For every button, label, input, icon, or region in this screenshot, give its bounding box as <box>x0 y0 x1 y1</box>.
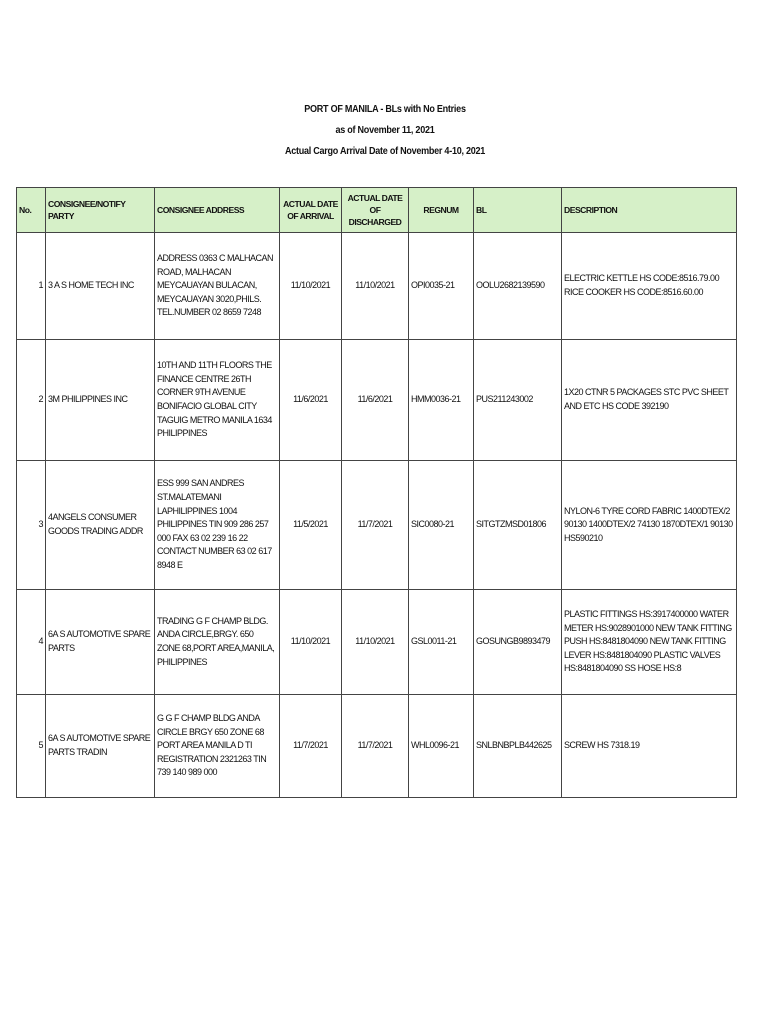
table-row <box>17 590 737 695</box>
cell-description: ELECTRIC KETTLE HS CODE:8516.79.00 RICE COOKER HS CODE:8516.60.00 <box>562 233 737 340</box>
cell-no: 4 <box>17 590 46 695</box>
cell-address: ADDRESS 0363 C MALHACAN ROAD, MALHACAN MEYCAUAYAN BULACAN, MEYCAUAYAN 3020,PHILS. TEL.NUMBER 02 8659 7248 <box>155 233 280 340</box>
cell-consignee: 3M PHILIPPINES INC <box>46 340 155 461</box>
cell-address: 10TH AND 11TH FLOORS THE FINANCE CENTRE 26TH CORNER 9TH AVENUE BONIFACIO GLOBAL CITY TAGUIG METRO MANILA 1634 PHILIPPINES <box>155 340 280 461</box>
report-title-line-3: Actual Cargo Arrival Date of November 4-10, 2021 <box>284 145 486 157</box>
cell-description: SCREW HS 7318.19 <box>562 695 737 798</box>
header-bl: BL <box>474 188 562 233</box>
header-consignee-address: CONSIGNEE ADDRESS <box>155 188 280 233</box>
cell-regnum: HMM0036-21 <box>409 340 474 461</box>
cell-bl: SITGTZMSD01806 <box>474 461 562 590</box>
header-description: DESCRIPTION <box>562 188 737 233</box>
table-row <box>17 233 737 340</box>
cell-regnum: SIC0080-21 <box>409 461 474 590</box>
cell-consignee: 4ANGELS CONSUMER GOODS TRADING ADDR <box>46 461 155 590</box>
cell-bl: OOLU2682139590 <box>474 233 562 340</box>
cell-no: 5 <box>17 695 46 798</box>
header-consignee: CONSIGNEE/NOTIFY PARTY <box>46 188 155 233</box>
header-regnum: REGNUM <box>409 188 474 233</box>
cell-arrival-date: 11/10/2021 <box>280 233 342 340</box>
cell-bl: PUS211243002 <box>474 340 562 461</box>
cell-description: 1X20 CTNR 5 PACKAGES STC PVC SHEET AND ETC HS CODE 392190 <box>562 340 737 461</box>
cell-no: 3 <box>17 461 46 590</box>
cell-regnum: OPI0035-21 <box>409 233 474 340</box>
header-actual-date-of-arrival: ACTUAL DATE OF ARRIVAL <box>280 188 342 233</box>
cell-regnum: WHL0096-21 <box>409 695 474 798</box>
report-title-line-1: PORT OF MANILA - BLs with No Entries <box>304 103 466 115</box>
cell-arrival-date: 11/5/2021 <box>280 461 342 590</box>
cell-discharged-date: 11/6/2021 <box>342 340 409 461</box>
cell-arrival-date: 11/6/2021 <box>280 340 342 461</box>
table-header <box>17 188 737 233</box>
table-row <box>17 340 737 461</box>
cell-address: TRADING G F CHAMP BLDG. ANDA CIRCLE,BRGY. 650 ZONE 68,PORT AREA,MANILA, PHILIPPINES <box>155 590 280 695</box>
header-row <box>17 188 737 233</box>
table-row <box>17 695 737 798</box>
cell-description: NYLON-6 TYRE CORD FABRIC 1400DTEX/2 90130 1400DTEX/2 74130 1870DTEX/1 90130 HS590210 <box>562 461 737 590</box>
cell-bl: SNLBNBPLB442625 <box>474 695 562 798</box>
cell-consignee: 6A S AUTOMOTIVE SPARE PARTS TRADIN <box>46 695 155 798</box>
report-title <box>54 99 716 162</box>
cell-consignee: 3 A S HOME TECH INC <box>46 233 155 340</box>
cell-discharged-date: 11/7/2021 <box>342 695 409 798</box>
header-no: No. <box>17 188 46 233</box>
cell-discharged-date: 11/7/2021 <box>342 461 409 590</box>
cell-bl: GOSUNGB9893479 <box>474 590 562 695</box>
table-row <box>17 461 737 590</box>
cell-description: PLASTIC FITTINGS HS:3917400000 WATER METER HS:9028901000 NEW TANK FITTING PUSH HS:8481804090 NEW TANK FITTING LEVER HS:8481804090 PLASTIC VALVES HS:8481804090 SS HOSE HS:8 <box>562 590 737 695</box>
header-actual-date-of-discharged: ACTUAL DATE OF DISCHARGED <box>342 188 409 233</box>
cell-address: ESS 999 SAN ANDRES ST.MALATEMANI LAPHILIPPINES 1004 PHILIPPINES TIN 909 286 257 000 FAX 63 02 239 16 22 CONTACT NUMBER 63 02 617 8948 E <box>155 461 280 590</box>
report-title-line-2: as of November 11, 2021 <box>335 124 435 136</box>
table-body <box>17 233 737 798</box>
cell-regnum: GSL0011-21 <box>409 590 474 695</box>
cell-arrival-date: 11/7/2021 <box>280 695 342 798</box>
cell-discharged-date: 11/10/2021 <box>342 233 409 340</box>
cell-consignee: 6A S AUTOMOTIVE SPARE PARTS <box>46 590 155 695</box>
cell-address: G G F CHAMP BLDG ANDA CIRCLE BRGY 650 ZONE 68 PORT AREA MANILA D TI REGISTRATION 2321263 TIN 739 140 989 000 <box>155 695 280 798</box>
cell-no: 2 <box>17 340 46 461</box>
bl-table <box>16 187 737 798</box>
cell-arrival-date: 11/10/2021 <box>280 590 342 695</box>
cell-no: 1 <box>17 233 46 340</box>
cell-discharged-date: 11/10/2021 <box>342 590 409 695</box>
